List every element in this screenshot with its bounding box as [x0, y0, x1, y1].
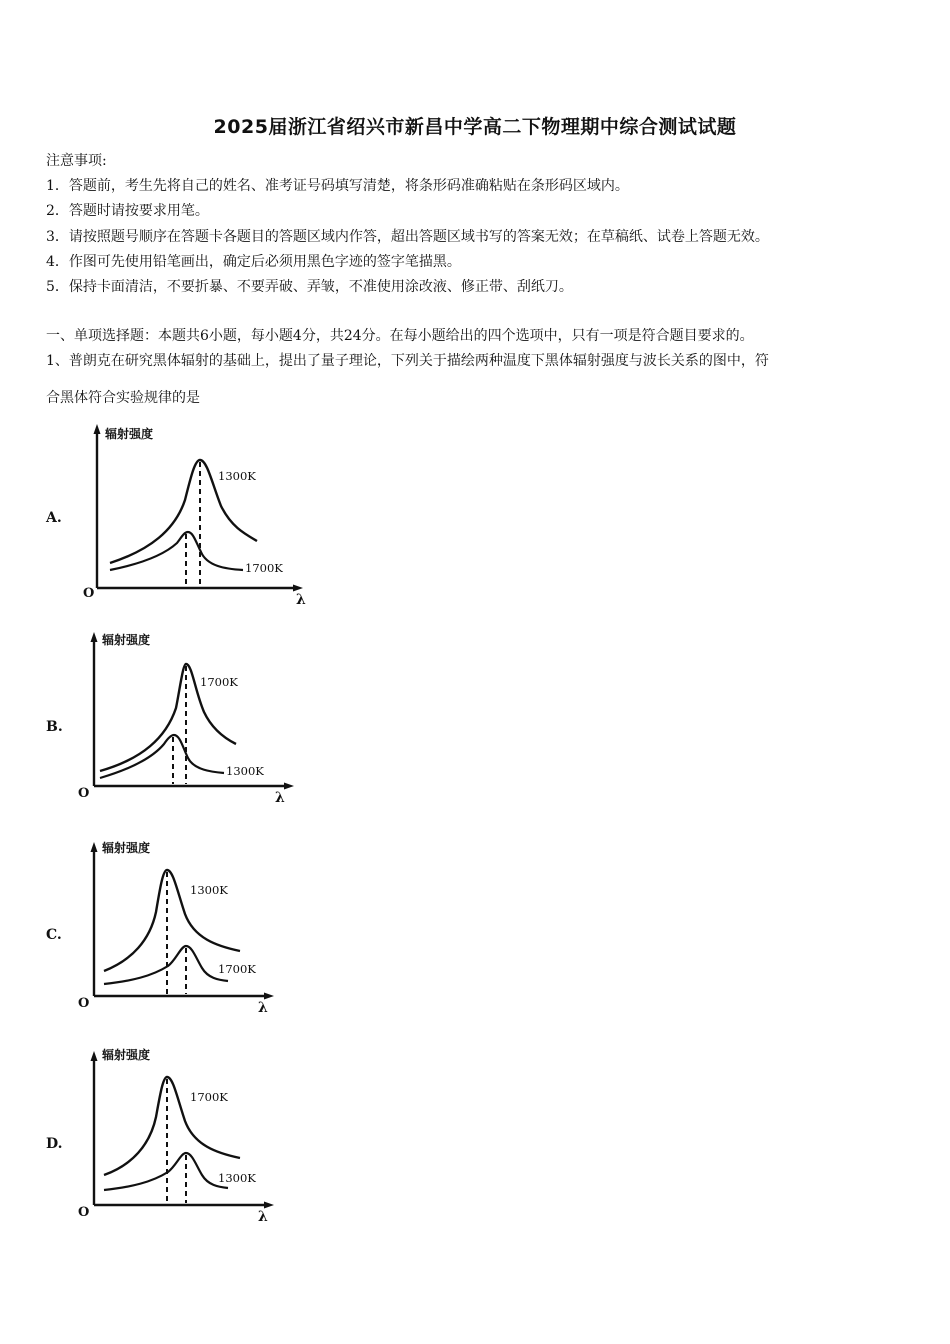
- curve-high-label: 1300K: [190, 883, 228, 897]
- origin-label: O: [83, 586, 95, 601]
- curve-low-label: 1700K: [245, 561, 283, 575]
- notice-item: 4．作图可先使用铅笔画出，确定后必须用黑色字迹的签字笔描黑。: [46, 254, 461, 270]
- x-axis-label: λ: [258, 1000, 268, 1016]
- x-axis-arrow: [284, 783, 294, 790]
- notice-item: 3．请按照题号顺序在答题卡各题目的答题区域内作答，超出答题区域书写的答案无效；在草稿纸、试卷上答题无效。: [46, 229, 769, 245]
- curve-low-label: 1700K: [218, 962, 256, 976]
- option-label-b[interactable]: B.: [46, 719, 63, 735]
- x-axis-label: λ: [275, 790, 285, 806]
- y-axis-label: 辐射强度: [102, 1048, 151, 1062]
- question-stem: 1、普朗克在研究黑体辐射的基础上，提出了量子理论，下列关于描绘两种温度下黑体辐射强度与波长关系的图中，符: [46, 353, 769, 369]
- curve-high-label: 1700K: [200, 675, 238, 689]
- page-title: 2025届浙江省绍兴市新昌中学高二下物理期中综合测试试题: [213, 116, 737, 138]
- notice-item: 1．答题前，考生先将自己的姓名、准考证号码填写清楚，将条形码准确粘贴在条形码区域内。: [46, 178, 629, 194]
- curve-high-label: 1700K: [190, 1090, 228, 1104]
- x-axis-arrow: [264, 993, 274, 1000]
- section-heading: 一、单项选择题：本题共6小题，每小题4分，共24分。在每小题给出的四个选项中，只有一项是符合题目要求的。: [46, 328, 754, 344]
- y-axis-label: 辐射强度: [102, 633, 151, 647]
- origin-label: O: [78, 996, 90, 1011]
- option-label-a[interactable]: A.: [46, 510, 62, 526]
- option-b-graph: [72, 626, 312, 816]
- x-axis-arrow: [264, 1202, 274, 1209]
- option-a-graph: [75, 418, 315, 608]
- notice-item: 2．答题时请按要求用笔。: [46, 203, 209, 219]
- notice-heading: 注意事项:: [46, 153, 107, 169]
- y-axis-arrow: [91, 1051, 98, 1061]
- curve-low: [100, 735, 224, 778]
- curve-low-label: 1300K: [226, 764, 264, 778]
- option-label-d[interactable]: D.: [46, 1136, 63, 1152]
- x-axis-label: λ: [258, 1209, 268, 1225]
- y-axis-arrow: [91, 632, 98, 642]
- x-axis-label: λ: [296, 592, 306, 608]
- origin-label: O: [78, 786, 90, 801]
- y-axis-label: 辐射强度: [105, 427, 154, 441]
- y-axis-label: 辐射强度: [102, 841, 151, 855]
- curve-high-label: 1300K: [218, 469, 256, 483]
- x-axis-arrow: [293, 585, 303, 592]
- curve-low-label: 1300K: [218, 1171, 256, 1185]
- curve-low: [110, 532, 243, 570]
- y-axis-arrow: [91, 842, 98, 852]
- option-label-c[interactable]: C.: [46, 927, 62, 943]
- origin-label: O: [78, 1205, 90, 1220]
- notice-item: 5．保持卡面清洁，不要折暴、不要弄破、弄皱，不准使用涂改液、修正带、刮纸刀。: [46, 279, 573, 295]
- question-stem: 合黑体符合实验规律的是: [46, 390, 200, 406]
- option-d-graph: [72, 1045, 312, 1235]
- y-axis-arrow: [94, 424, 101, 434]
- option-c-graph: [72, 836, 312, 1026]
